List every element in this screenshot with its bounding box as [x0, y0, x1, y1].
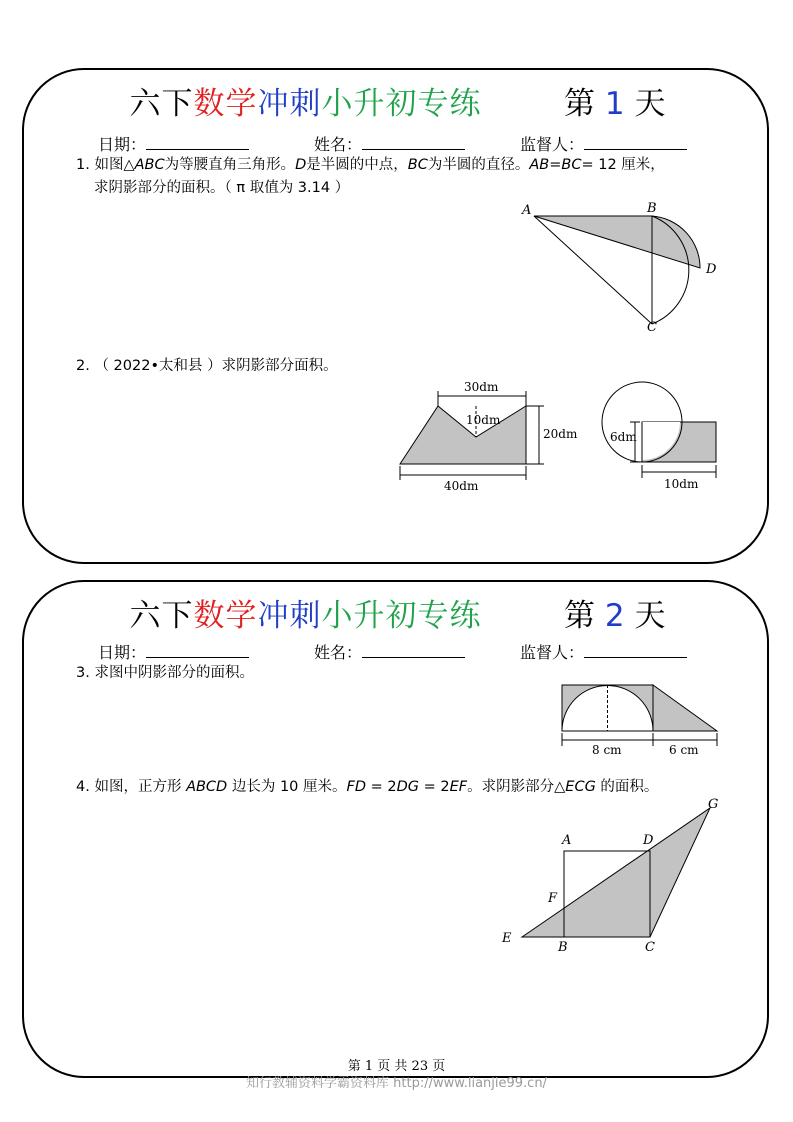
q1-math: AB — [529, 157, 550, 173]
date-label: 日期： — [98, 135, 147, 154]
q4-math: ECG — [565, 779, 596, 795]
shaded-triangle — [653, 685, 717, 731]
question-1 — [76, 154, 756, 200]
figure-triangle-semicircle — [518, 200, 748, 332]
q1-text: 如图△ — [94, 157, 135, 173]
name-blank[interactable] — [362, 643, 465, 658]
question-2 — [76, 355, 338, 378]
day-number: 2 — [604, 598, 625, 634]
q4-math: EF — [449, 779, 468, 795]
figure-trapezoid-notch — [392, 374, 592, 494]
label-30dm: 30dm — [464, 380, 499, 394]
day-prefix: 第 — [564, 598, 595, 634]
q1-math: BC — [561, 157, 582, 173]
q4-text: = 2 — [366, 779, 397, 795]
date-field[interactable] — [98, 640, 249, 663]
label-6cm: 6 cm — [669, 743, 699, 756]
label-a: A — [562, 833, 572, 848]
supervisor-field[interactable] — [520, 640, 687, 663]
name-label: 姓名： — [314, 135, 363, 154]
day-1-card — [22, 68, 769, 564]
day-label — [564, 590, 665, 635]
name-blank[interactable] — [362, 135, 465, 150]
label-e: E — [502, 931, 512, 946]
shaded-region — [534, 216, 700, 268]
date-blank[interactable] — [146, 643, 249, 658]
label-c: C — [645, 940, 655, 955]
supervisor-label: 监督人： — [520, 643, 585, 662]
title-segment-1: 六下 — [129, 86, 194, 122]
name-field[interactable] — [314, 132, 465, 155]
q4-text: 的面积。 — [595, 779, 659, 795]
label-8cm: 8 cm — [592, 743, 622, 756]
supervisor-label: 监督人： — [520, 135, 585, 154]
label-b: B — [558, 940, 568, 955]
label-10dm: 10dm — [466, 413, 501, 427]
title-segment-4: 小升初专练 — [321, 86, 482, 122]
q4-text: 。求阴影部分△ — [467, 779, 566, 795]
label-6dm: 6dm — [610, 430, 637, 444]
label-f: F — [548, 891, 558, 906]
title-segment-2: 数学 — [193, 86, 258, 122]
label-20dm: 20dm — [543, 427, 578, 441]
day-suffix: 天 — [634, 598, 666, 634]
question-3 — [76, 662, 254, 685]
q1-text: 是半圆的中点， — [306, 157, 408, 173]
q1-text: = 12 厘米， — [581, 157, 665, 173]
supervisor-field[interactable] — [520, 132, 687, 155]
figure-semicircle-trapezoid — [556, 680, 726, 756]
label-g: G — [708, 797, 719, 812]
day-suffix: 天 — [634, 86, 666, 122]
supervisor-blank[interactable] — [584, 135, 687, 150]
label-b: B — [647, 201, 657, 216]
label-c: C — [647, 320, 657, 332]
shaded-triangle-ecg — [522, 808, 710, 937]
day-label — [564, 78, 665, 123]
q1-math: D — [295, 157, 307, 173]
name-label: 姓名： — [314, 643, 363, 662]
date-field[interactable] — [98, 132, 249, 155]
q1-text: = — [549, 157, 562, 173]
page-footer: 第 1 页 共 23 页 — [347, 1059, 446, 1074]
figure-square-triangle — [498, 796, 728, 956]
question-number: 1. — [76, 157, 90, 173]
title-segment-1: 六下 — [129, 598, 194, 634]
question-1-line-1 — [76, 154, 756, 177]
title-segment-4: 小升初专练 — [321, 598, 482, 634]
q4-text: 如图，正方形 — [94, 779, 187, 795]
title-segment-2: 数学 — [193, 598, 258, 634]
question-number: 3. — [76, 665, 90, 681]
q1-text: 为半圆的直径。 — [427, 157, 530, 173]
q1-text: 为等腰直角三角形。 — [164, 157, 296, 173]
label-a: A — [522, 203, 532, 218]
q4-text: = 2 — [419, 779, 450, 795]
title-segment-3: 冲刺 — [257, 598, 322, 634]
question-number: 4. — [76, 779, 90, 795]
date-label: 日期： — [98, 643, 147, 662]
q1-math: ABC — [134, 157, 165, 173]
question-1-line-2: 求阴影部分的面积。（ π 取值为 3.14 ） — [94, 180, 350, 196]
figure-circle-rectangle — [598, 374, 728, 494]
day-2-card — [22, 580, 769, 1078]
q4-math: ABCD — [186, 779, 228, 795]
title-segment-3: 冲刺 — [257, 86, 322, 122]
name-field[interactable] — [314, 640, 465, 663]
label-d: D — [643, 833, 654, 848]
supervisor-blank[interactable] — [584, 643, 687, 658]
label-40dm: 40dm — [444, 479, 479, 493]
q4-math: DG — [396, 779, 420, 795]
watermark: 知行教辅资料学霸资料库 http://www.lianjie99.cn/ — [246, 1076, 547, 1091]
date-blank[interactable] — [146, 135, 249, 150]
day-prefix: 第 — [564, 86, 595, 122]
day-number: 1 — [604, 86, 625, 122]
shaded-region — [400, 406, 526, 464]
q1-math: BC — [407, 157, 428, 173]
q4-math: FD — [346, 779, 367, 795]
question-2-text: （ 2022•太和县 ）求阴影部分面积。 — [94, 358, 338, 374]
label-d: D — [706, 262, 717, 277]
label-10dm: 10dm — [664, 477, 699, 491]
question-3-text: 求图中阴影部分的面积。 — [94, 665, 254, 681]
question-number: 2. — [76, 358, 90, 374]
q4-text: 边长为 10 厘米。 — [227, 779, 347, 795]
